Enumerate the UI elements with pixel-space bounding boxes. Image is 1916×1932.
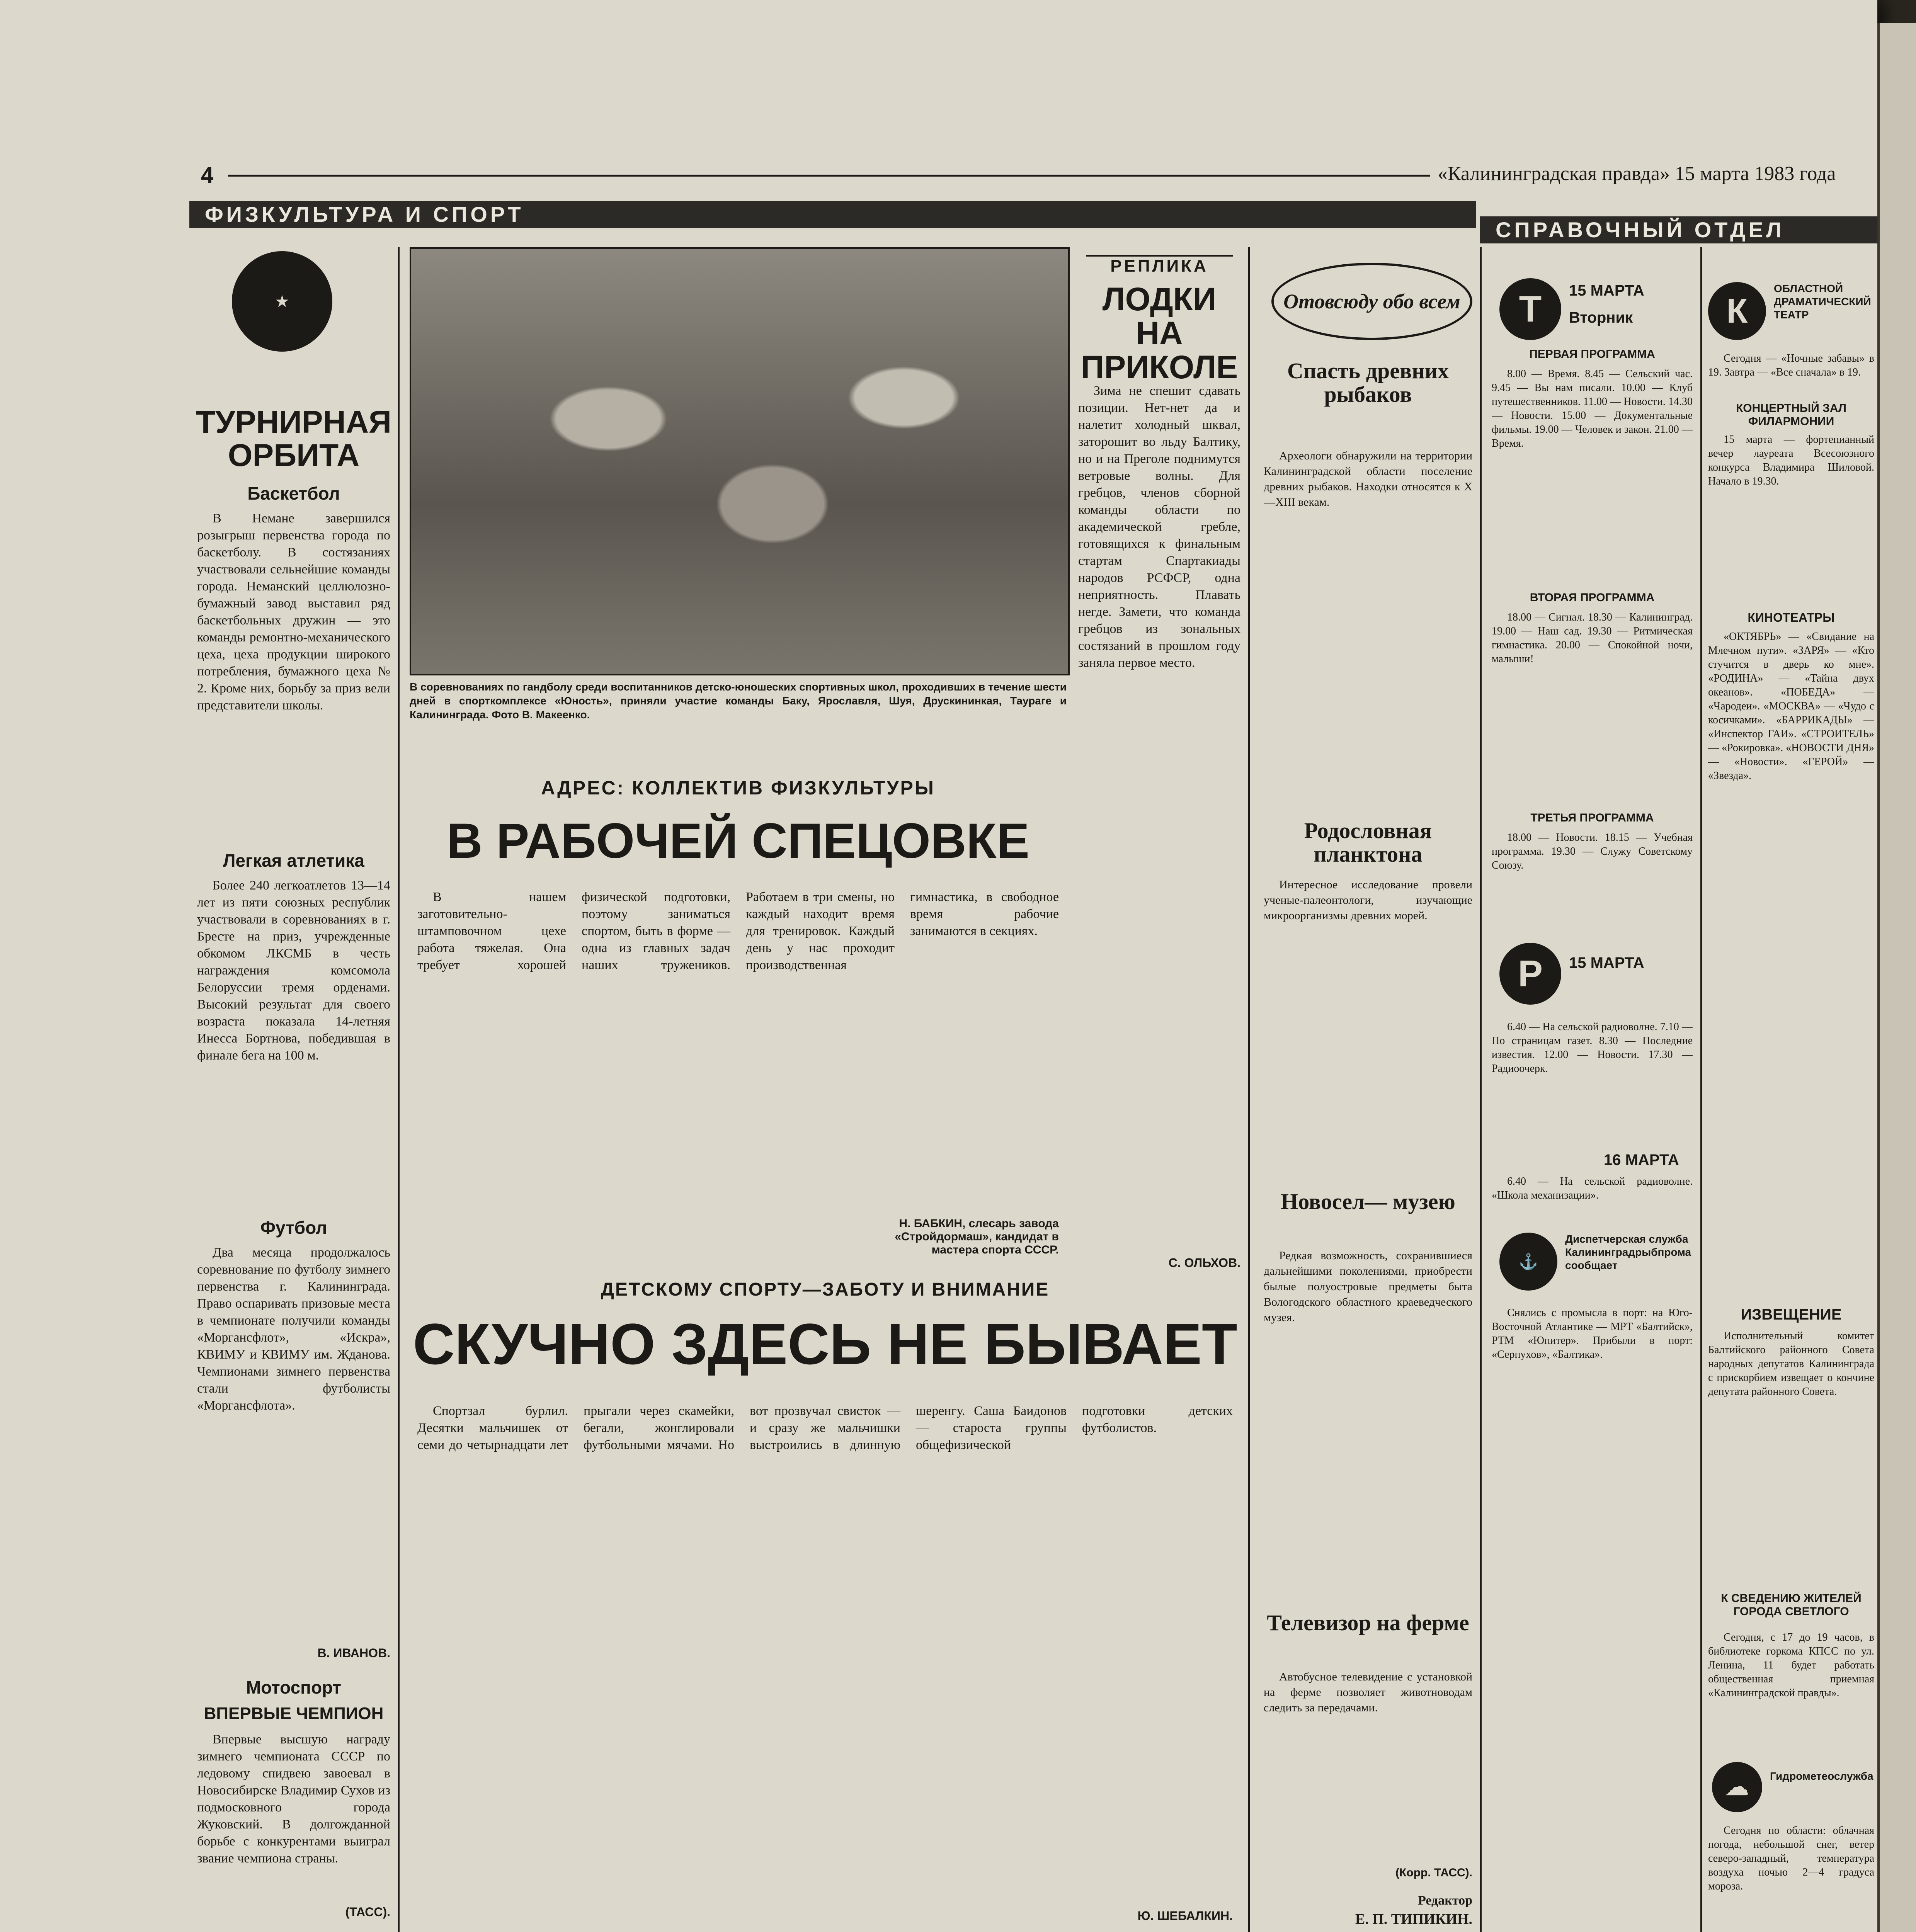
moto-signature: (ТАСС). <box>345 1905 390 1919</box>
moto-text: Впервые высшую награду зимнего чемпионата СССР по ледовому спидвею завоевал в Новосибирске Владимир Сухов из подмосковного города Жуковский. В долгожданной борьбе с конкурентами выиграл звание чемпиона страны. <box>197 1732 390 1866</box>
everywhere-text-2: Интересное исследование провели ученые-палеонтологи, изучающие микроорганизмы древних морей. <box>1264 878 1472 922</box>
tv-logo-icon: Т <box>1499 278 1561 340</box>
football-subhead: Футбол <box>260 1218 327 1238</box>
section-bar-sport <box>189 201 1476 228</box>
tv-program-2: ВТОРАЯ ПРОГРАММА <box>1530 591 1655 604</box>
radio-text-2: 6.40 — На сельской радиоволне. «Школа механизации». <box>1492 1175 1693 1201</box>
basketball-subhead: Баскетбол <box>247 483 340 503</box>
boring-title: СКУЧНО ЗДЕСЬ НЕ БЫВАЕТ <box>413 1311 1237 1376</box>
port-text: Снялись с промысла в порт: на Юго-Восточной Атлантике — МРТ «Балтийск», РТМ «Юпитер». Прибыли в порт: «Серпухов», «Балтика». <box>1492 1307 1693 1361</box>
adjacent-page-edge <box>1877 23 1916 1932</box>
orbit-emblem-icon: ★ <box>232 251 332 352</box>
editor-label: Редактор <box>1418 1893 1472 1908</box>
workwear-signature: Н. БАБКИН, слесарь завода «Стройдормаш», кандидат в мастера спорта СССР. <box>895 1217 1059 1256</box>
cinema-text: «ОКТЯБРЬ» — «Свидание на Млечном пути». «ЗАРЯ» — «Кто стучится в дверь ко мне». «РОДИНА» — «Тайна двух океанов». «ПОБЕДА» — «Чародеи». «МОСКВА» — «Чудо с косичками». «БАРРИКАДЫ» — «Инспектор ГАИ». «СТРОИТЕЛЬ» — «Рокировка». «НОВОСТИ ДНЯ» — «Новости». «ГЕРОЙ» — «Звезда». <box>1708 631 1874 782</box>
everywhere-signature: (Корр. ТАСС). <box>1395 1866 1472 1879</box>
column-divider-4 <box>1700 247 1702 1932</box>
replica-title: ЛОДКИ НА ПРИКОЛЕ <box>1081 281 1238 386</box>
fleet-logo-icon: ⚓ <box>1499 1233 1557 1291</box>
cinema-heading: КИНОТЕАТРЫ <box>1748 611 1835 624</box>
radio-date-2: 16 МАРТА <box>1604 1151 1679 1168</box>
tv-program-3-text: 18.00 — Новости. 18.15 — Учебная программа. 19.30 — Служу Советскому Союзу. <box>1492 832 1693 871</box>
football-signature: В. ИВАНОВ. <box>317 1646 390 1660</box>
concert-hall-heading: КОНЦЕРТНЫЙ ЗАЛ ФИЛАРМОНИИ <box>1736 402 1846 428</box>
editor-name: Е. П. ТИПИКИН. <box>1355 1911 1472 1927</box>
moto-subhead: Мотоспорт <box>246 1677 342 1697</box>
athletics-text: Более 240 легкоатлетов 13—14 лет из пяти союзных республик участвовали в соревнованиях в г. Бресте на приз, учрежденные обкомом ЛКСМБ в честь награждения комсомола Белоруссии тремя орденами. Высокий результат для своего возраста показала 14-летняя Инесса Бортнова, победившая в финале бега на 100 м. <box>197 878 390 1063</box>
notice-text: Исполнительный комитет Балтийского районного Совета народных депутатов Калининграда с прискорбием извещает о кончине депутата районного Совета. <box>1708 1330 1874 1398</box>
everywhere-text-3: Редкая возможность, сохранившиеся дальнейшими поколениями, приобрести былые полуостровые предметы быта Вологодского областного краеведческого музея. <box>1264 1249 1472 1324</box>
replica-signature: С. ОЛЬХОВ. <box>1168 1256 1240 1270</box>
everywhere-text-4: Автобусное телевидение с установкой на ферме позволяет животноводам следить за передачами. <box>1264 1670 1472 1714</box>
column-divider-2 <box>1248 247 1250 1932</box>
newspaper-date: «Калининградская правда» 15 марта 1983 года <box>1438 163 1836 185</box>
everywhere-heading-4: Телевизор на ферме <box>1267 1610 1469 1635</box>
tv-program-1: ПЕРВАЯ ПРОГРАММА <box>1529 348 1655 361</box>
replica-label: РЕПЛИКА <box>1086 255 1233 276</box>
section-title-sport: ФИЗКУЛЬТУРА И СПОРТ <box>205 202 524 226</box>
section-bar-reference <box>1480 216 1878 243</box>
radio-logo-icon: Р <box>1499 943 1561 1005</box>
hydro-text: Сегодня по области: облачная погода, небольшой снег, ветер северо-западный, температура воздуха ночью 2—4 градуса мороза. <box>1708 1825 1874 1892</box>
workwear-rubric: АДРЕС: КОЛЛЕКТИВ ФИЗКУЛЬТУРЫ <box>541 777 935 799</box>
info-heading: К СВЕДЕНИЮ ЖИТЕЛЕЙ ГОРОДА СВЕТЛОГО <box>1721 1592 1862 1618</box>
theatre-title: ОБЛАСТНОЙ ДРАМАТИЧЕСКИЙ ТЕАТР <box>1774 282 1871 321</box>
photo-caption: В соревнованиях по гандболу среди воспитанников детско-юношеских спортивных школ, проходивших в течение шести дней в спорткомплексе «Юность», приняли участие команды Баку, Ярославля, Шуя, Друскининкая, Таураге и Калининграда. Фото В. Макеенко. <box>410 681 1067 721</box>
everywhere-heading-1: Спасть древних рыбаков <box>1287 358 1449 407</box>
workwear-title: В РАБОЧЕЙ СПЕЦОВКЕ <box>447 813 1029 869</box>
masthead-rule <box>228 175 1430 177</box>
page-number: 4 <box>201 163 214 188</box>
column-divider-3 <box>1480 247 1482 1932</box>
everywhere-logo: Отовсюду обо всем <box>1271 263 1472 340</box>
tv-program-2-text: 18.00 — Сигнал. 18.30 — Калининград. 19.00 — Наш сад. 19.30 — Ритмическая гимнастика. 20.00 — Спокойной ночи, малыши! <box>1492 611 1693 665</box>
athletics-subhead: Легкая атлетика <box>223 850 364 871</box>
handball-photo <box>410 247 1070 675</box>
workwear-text: В нашем заготовительно-штамповочном цехе работа тяжелая. Она требует хорошей физической подготовки, поэтому заниматься спортом, быть в форме — одна из главных задач наших тружеников. Работаем в три смены, но каждый находит время для тренировок. Каждый день у нас проходит производственная гимнастика, в свободное время рабочие занимаются в секциях. <box>417 890 1059 972</box>
everywhere-heading-2: Родословная планктона <box>1304 818 1432 867</box>
weather-logo-icon: ☁ <box>1712 1762 1762 1812</box>
concert-hall-text: 15 марта — фортепианный вечер лауреата Всесоюзного конкурса Владимира Шиловой. Начало в 19.30. <box>1708 434 1874 487</box>
notice-heading: ИЗВЕЩЕНИЕ <box>1741 1306 1842 1323</box>
football-text: Два месяца продолжалось соревнование по футболу зимнего первенства г. Калининграда. Право оспаривать призовые места в чемпионате получили команды «Моргансфлот», «Искра», КВИМУ и КВИМУ им. Жданова. Чемпионами зимнего первенства стали футболисты «Моргансфлота». <box>197 1245 390 1413</box>
everywhere-text-1: Археологи обнаружили на территории Калининградской области поселение древних рыбаков. Находки относятся к X—XIII векам. <box>1264 449 1472 509</box>
tv-program-3: ТРЕТЬЯ ПРОГРАММА <box>1530 811 1654 824</box>
boring-text: Спортзал бурлил. Десятки мальчишек от семи до четырнадцати лет прыгали через скамейки, бегали, жонглировали футбольными мячами. Но вот прозвучал свисток — и сразу же мальчишки выстроились в длинную шеренгу. Саша Баидонов — староста группы общефизической подготовки детских футболистов. <box>417 1404 1233 1452</box>
theatre-text: Сегодня — «Ночные забавы» в 19. Завтра — «Все сначала» в 19. <box>1708 352 1874 378</box>
everywhere-heading-3: Новосел— музею <box>1281 1189 1455 1214</box>
radio-date: 15 МАРТА <box>1569 954 1644 971</box>
theatre-logo-icon: К <box>1708 282 1766 340</box>
boring-signature: Ю. ШЕБАЛКИН. <box>1137 1909 1233 1923</box>
info-text: Сегодня, с 17 до 19 часов, в библиотеке горкома КПСС по ул. Ленина, 11 будет работать общественная приемная «Калининградской правды». <box>1708 1631 1874 1699</box>
orbit-title: ТУРНИРНАЯ ОРБИТА <box>196 405 391 473</box>
section-title-reference: СПРАВОЧНЫЙ ОТДЕЛ <box>1496 218 1785 242</box>
replica-text: Зима не спешит сдавать позиции. Нет-нет да и налетит холодный шквал, заторошит во льду Балтику, но и на Преголе поднимутся ветровые волны. Для гребцов, членов сборной команды области по академической гребле, готовящихся к финальным стартам Спартакиады народов РСФСР, одна неприятность. Плавать негде. Замети, что команда гребцов из зональных состязаний в прошлом году заняла первое место. <box>1078 384 1240 670</box>
basketball-text: В Немане завершился розыгрыш первенства города по баскетболу. В состязаниях участвовали сельнейшие команды города. Неманский целлюлозно-бумажный завод выставил ряд баскетбольных дружин — это команды ремонтно-механического цеха, цеха продукции широкого потребления, бумажного цеха № 2. Кроме них, борьбу за приз вели представители школы. <box>197 511 390 713</box>
tv-program-1-text: 8.00 — Время. 8.45 — Сельский час. 9.45 — Вы нам писали. 10.00 — Клуб путешественников. 11.00 — Новости. 14.30 — Новости. 15.00 — Документальные фильмы. 19.00 — Человек и закон. 21.00 — Время. <box>1492 368 1693 449</box>
port-heading: Диспетчерская служба Калининградрыбпрома сообщает <box>1565 1233 1691 1271</box>
tv-weekday: Вторник <box>1569 309 1633 326</box>
column-divider <box>398 247 400 1932</box>
tv-date: 15 МАРТА <box>1569 282 1644 299</box>
moto-title: ВПЕРВЫЕ ЧЕМПИОН <box>204 1704 384 1723</box>
radio-text: 6.40 — На сельской радиоволне. 7.10 — По страницам газет. 8.30 — Последние известия. 12.00 — Новости. 17.30 — Радиоочерк. <box>1492 1021 1693 1075</box>
hydro-heading: Гидрометеослужба <box>1770 1770 1873 1782</box>
boring-rubric: ДЕТСКОМУ СПОРТУ—ЗАБОТУ И ВНИМАНИЕ <box>601 1279 1050 1300</box>
